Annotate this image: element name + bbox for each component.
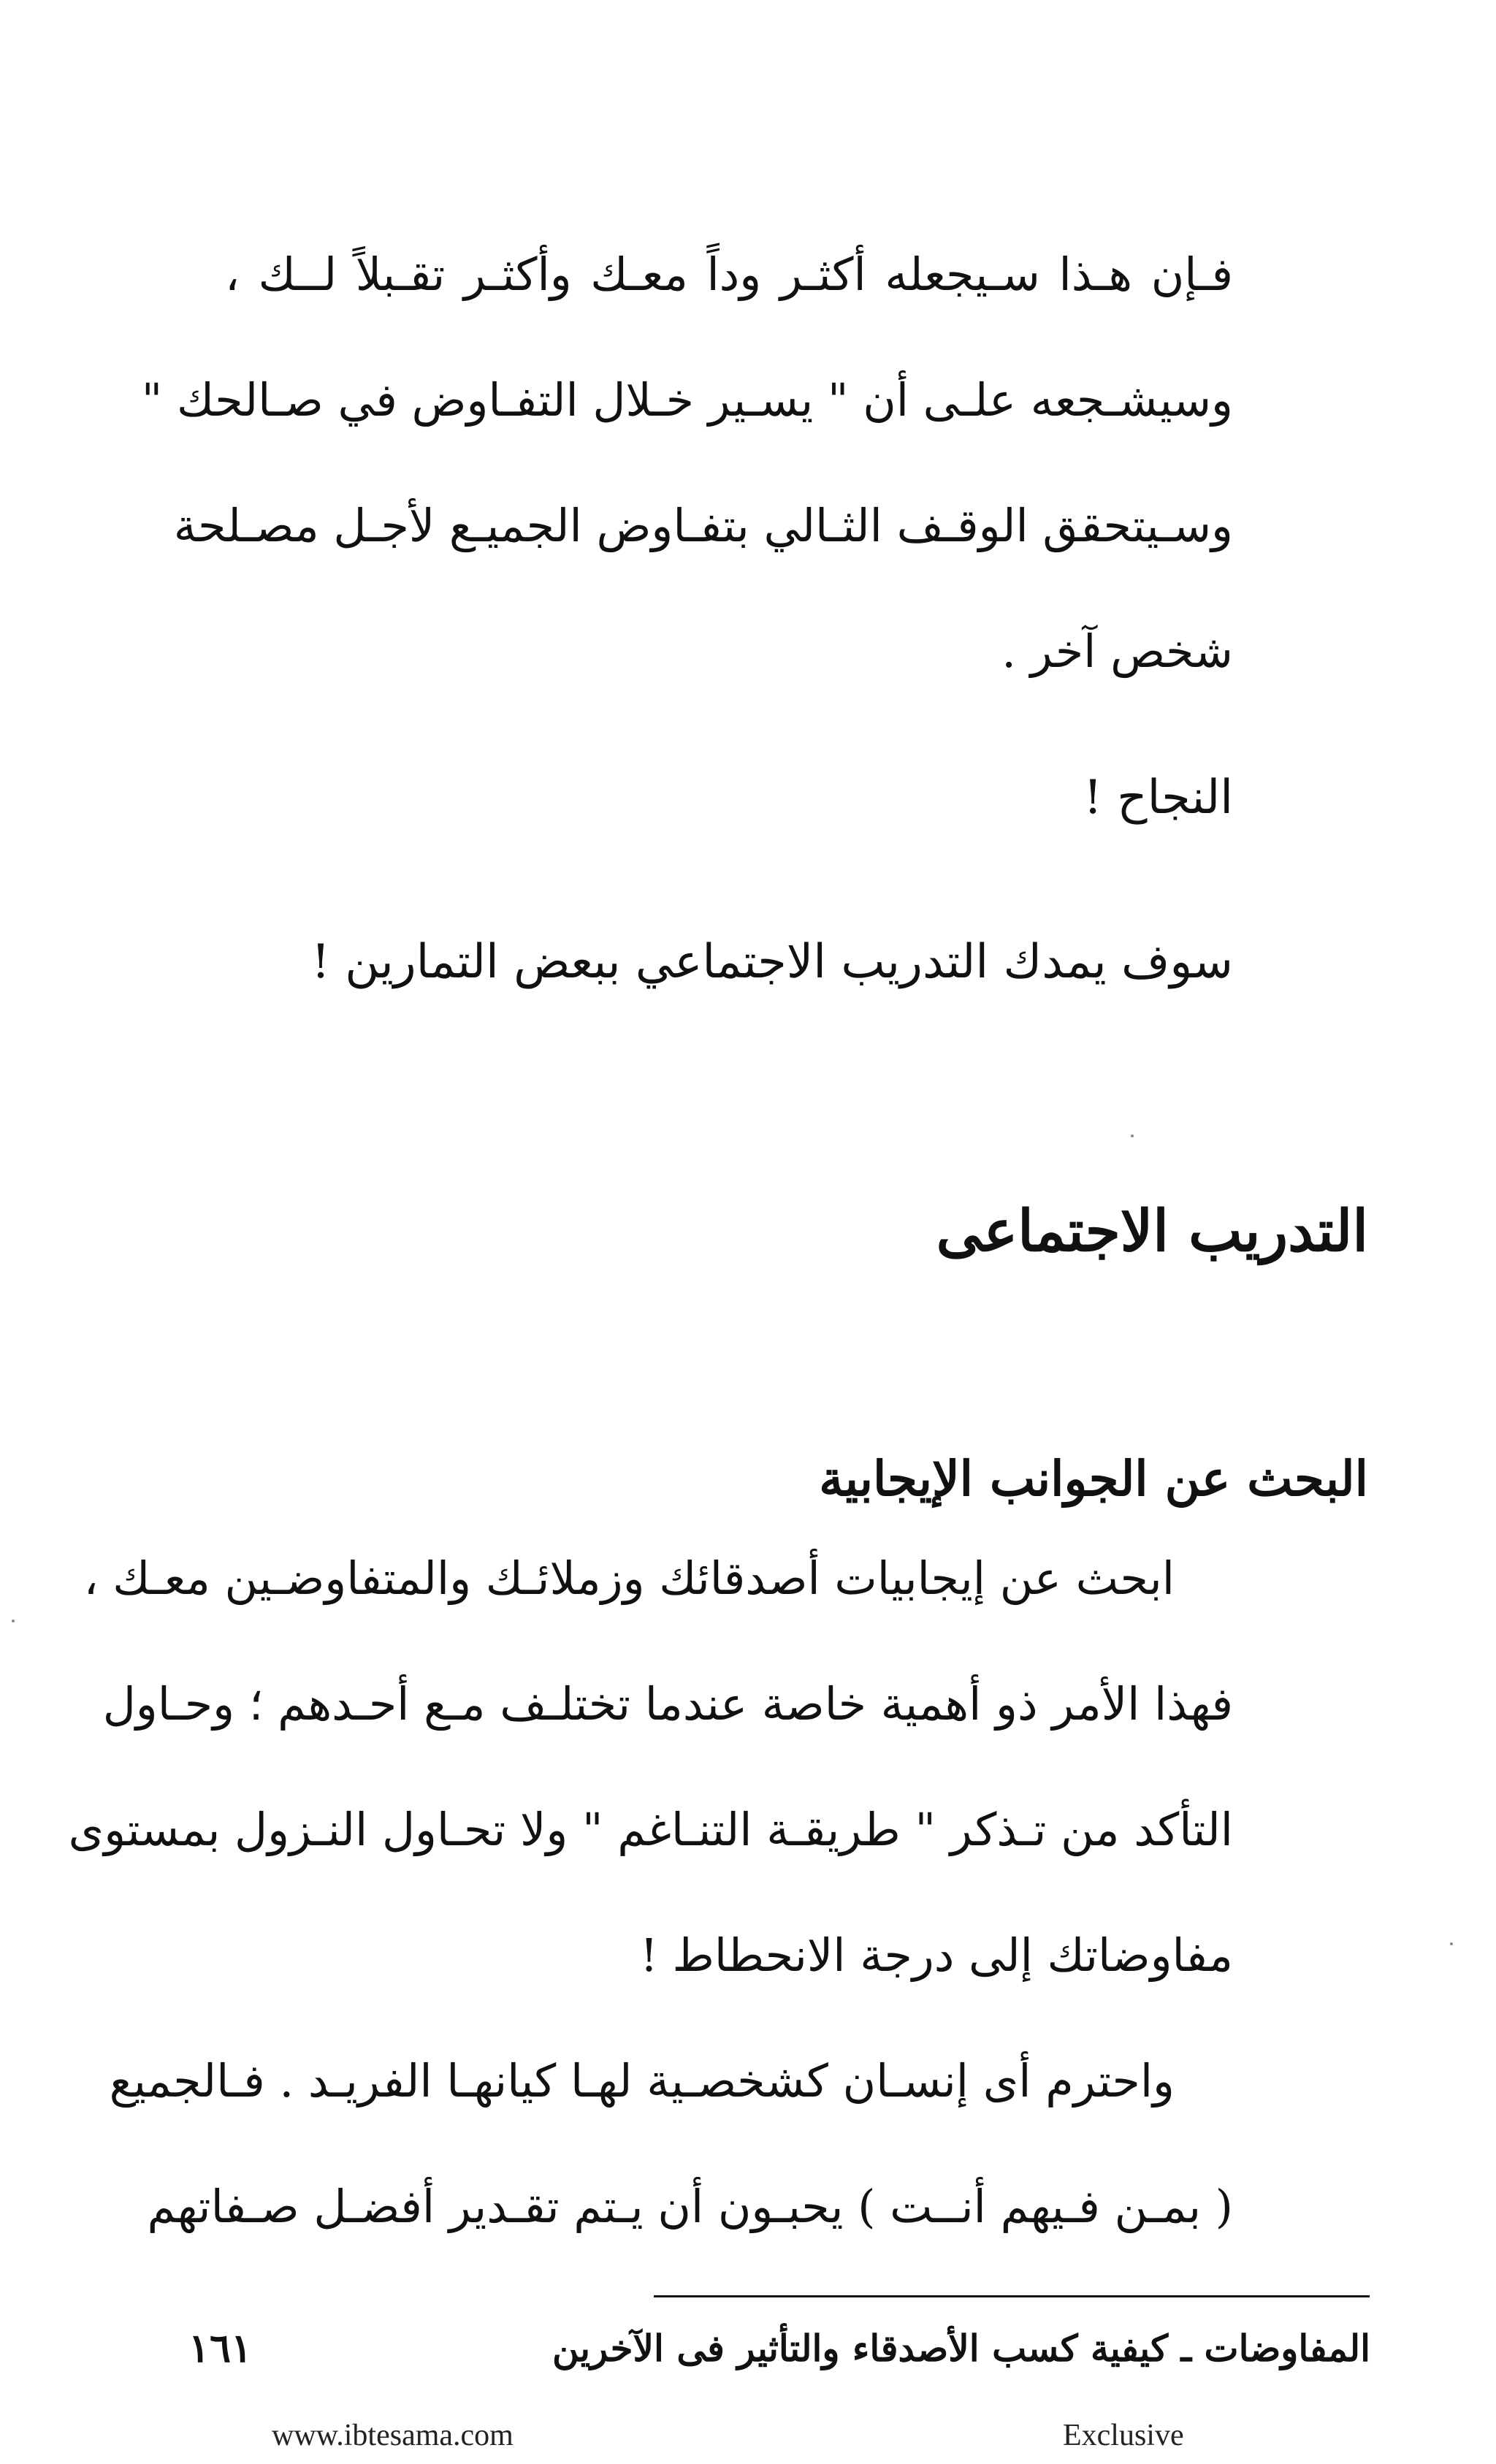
paragraph-2-line-4: مفاوضاتك إلى درجة الانحطاط ! xyxy=(639,1929,1233,1982)
paragraph-3 xyxy=(109,2018,1233,2270)
paragraph-1-line-4: شخص آخر . xyxy=(1001,625,1233,678)
page-number: ١٦١ xyxy=(188,2324,253,2371)
paragraph-1 xyxy=(141,212,1233,714)
scan-speck xyxy=(12,1620,15,1622)
paragraph-3-line-2: ( بمـن فـيهم أنــت ) يحبـون أن يـتم تقـدير أفضـل صـفاتهم xyxy=(147,2180,1233,2233)
watermark-site: www.ibtesama.com xyxy=(272,2419,514,2452)
paragraph-2-line-3: التأكد من تـذكر " طريقـة التنـاغم " ولا تحـاول النـزول بمستوى xyxy=(68,1803,1233,1856)
paragraph-1-line-3: وسـيتحقق الوقـف الثـالي بتفـاوض الجميـع لأجـل مصـلحة xyxy=(173,499,1233,552)
watermark-tag: Exclusive xyxy=(1063,2419,1184,2452)
paragraph-2 xyxy=(68,1516,1233,2018)
paragraph-3-line-1: واحترم أى إنسـان كشخصـية لهـا كيانهـا الفريـد . فـالجميع xyxy=(109,2054,1175,2108)
scan-speck xyxy=(1450,1942,1453,1945)
paragraph-2-line-1: ابحث عن إيجابيات أصدقائك وزملائـك والمتفاوضـين معـك ، xyxy=(83,1552,1175,1605)
footer-rule xyxy=(654,2295,1370,2297)
training-line: سوف يمدك التدريب الاجتماعي ببعض التمارين ! xyxy=(311,935,1233,989)
paragraph-2-line-2: فهذا الأمر ذو أهمية خاصة عندما تختلـف مـع أحـدهم ؛ وحـاول xyxy=(102,1677,1233,1731)
section-heading: التدريب الاجتماعى xyxy=(936,1198,1368,1265)
success-line: النجاح ! xyxy=(1083,771,1233,825)
paragraph-1-line-1: فـإن هـذا سـيجعله أكثـر وداً معـك وأكثـر تقـبلاً لــك ، xyxy=(225,248,1233,301)
subsection-heading: البحث عن الجوانب الإيجابية xyxy=(819,1450,1368,1507)
scan-speck xyxy=(1131,1134,1134,1137)
footer-running-title: المفاوضات ـ كيفية كسب الأصدقاء والتأثير فى الآخرين xyxy=(552,2327,1370,2370)
paragraph-1-line-2: وسيشـجعه علـى أن " يسـير خـلال التفـاوض في صـالحك " xyxy=(141,373,1233,427)
